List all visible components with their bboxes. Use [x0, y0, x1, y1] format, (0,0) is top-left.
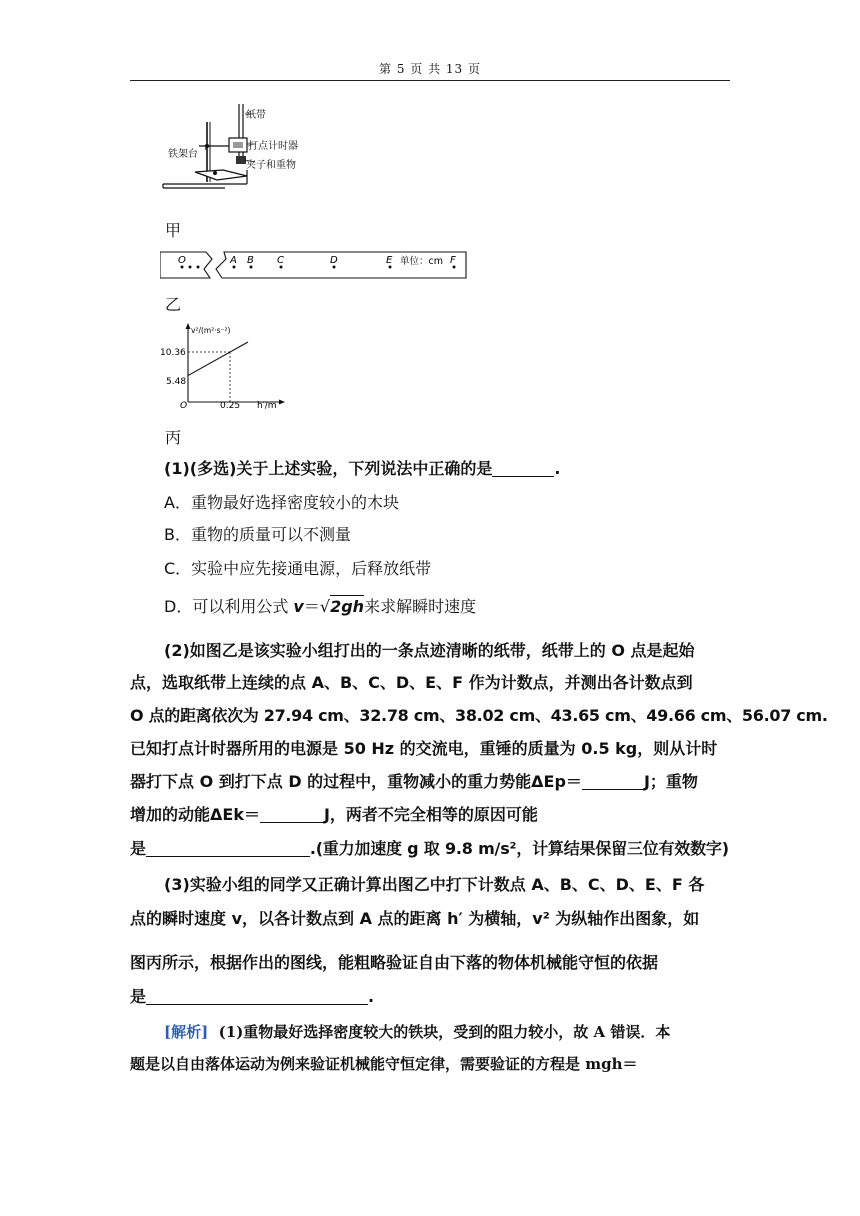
formula-v: v [293, 597, 304, 616]
tape-point-C: C [277, 255, 284, 266]
tape-point-A: A [230, 255, 237, 266]
q2-line1: (2)如图乙是该实验小组打出的一条点迹清晰的纸带，纸带上的 O 点是起始 [164, 641, 695, 660]
figure-caption-yi: 乙 [165, 295, 182, 314]
y-tick-low: 5.48 [166, 377, 187, 387]
tape-point-B: B [247, 255, 254, 266]
q2-potential-energy-blank[interactable] [582, 773, 644, 790]
sqrt-sign: √ [319, 597, 331, 616]
q1-option-c: C．实验中应先接通电源，后释放纸带 [164, 559, 432, 578]
x-axis-label: h′/m [257, 401, 277, 411]
y-axis-label: v²/(m²·s⁻²) [191, 326, 231, 335]
analysis-line1: [解析] (1)重物最好选择密度较大的铁块，受到的阻力较小，故 A 错误．本 [164, 1023, 671, 1041]
page-header: 第 5 页 共 13 页 [379, 62, 481, 76]
tape-point-F: F [450, 255, 456, 266]
q2-line6: 增加的动能ΔEk＝ J，两者不完全相等的原因可能 [130, 805, 538, 824]
q2-line3: O 点的距离依次为 27.94 cm、32.78 cm、38.02 cm、43.65 cm、49.66 cm、56.07 cm. [130, 706, 828, 725]
formula-tail: 来求解瞬时速度 [364, 597, 477, 616]
data-line [188, 342, 248, 376]
label-stand: 铁架台 [168, 149, 198, 160]
figure-caption-jia: 甲 [165, 221, 182, 240]
tape-unit-label: 单位：cm [400, 256, 443, 267]
tape-point-D: D [330, 255, 338, 266]
q2-line2: 点，选取纸带上连续的点 A、B、C、D、E、F 作为计数点，并测出各计数点到 [130, 673, 693, 692]
label-weight: 夹子和重物 [246, 160, 296, 171]
label-tape: 纸带 [246, 110, 266, 121]
q2-kinetic-energy-blank[interactable] [260, 806, 324, 823]
q2-reason-blank[interactable] [146, 840, 310, 857]
q2-line7: 是 .(重力加速度 g 取 9.8 m/s²，计算结果保留三位有效数字) [130, 839, 729, 858]
graph-figure [160, 322, 290, 414]
origin-label: O [180, 401, 188, 411]
weight [236, 156, 246, 164]
stand-base [195, 170, 247, 180]
q1-option-a: A．重物最好选择密度较小的木块 [164, 493, 399, 512]
q3-line1: (3)实验小组的同学又正确计算出图乙中打下计数点 A、B、C、D、E、F 各 [164, 875, 705, 894]
x-tick: 0.25 [220, 401, 241, 411]
analysis-line2: 题是以自由落体运动为例来验证机械能守恒定律，需要验证的方程是 mgh＝ [130, 1055, 638, 1073]
tape-point-O: O [178, 255, 186, 266]
q3-line3: 图丙所示，根据作出的图线，能粗略验证自由下落的物体机械能守恒的依据 [130, 953, 659, 972]
label-timer: 打点计时器 [248, 141, 298, 152]
figure-caption-bing: 丙 [165, 428, 182, 447]
formula-radicand: 2gh [330, 597, 365, 616]
q3-line4: 是 . [130, 987, 375, 1006]
q2-line5: 器打下点 O 到打下点 D 的过程中，重物减小的重力势能ΔEp＝ J；重物 [130, 772, 698, 791]
tape-figure [160, 251, 468, 279]
tape-point-E: E [386, 255, 393, 266]
q1-option-d: D．可以利用公式 v＝√2gh来求解瞬时速度 [164, 597, 477, 616]
header-rule [130, 80, 730, 81]
q1-option-b: B．重物的质量可以不测量 [164, 525, 351, 544]
q3-answer-blank[interactable] [146, 988, 368, 1005]
q1-answer-blank[interactable] [492, 460, 554, 477]
q3-line2: 点的瞬时速度 v，以各计数点到 A 点的距离 h′ 为横轴，v² 为纵轴作出图象，如 [130, 909, 700, 928]
y-tick-high: 10.36 [160, 348, 186, 358]
q1-stem: (1)(多选)关于上述实验，下列说法中正确的是 . [164, 459, 561, 478]
formula-eq: ＝ [303, 597, 320, 616]
q2-line4: 已知打点计时器所用的电源是 50 Hz 的交流电，重锤的质量为 0.5 kg，则从计时 [130, 739, 718, 758]
analysis-tag: [解析] [164, 1023, 209, 1041]
